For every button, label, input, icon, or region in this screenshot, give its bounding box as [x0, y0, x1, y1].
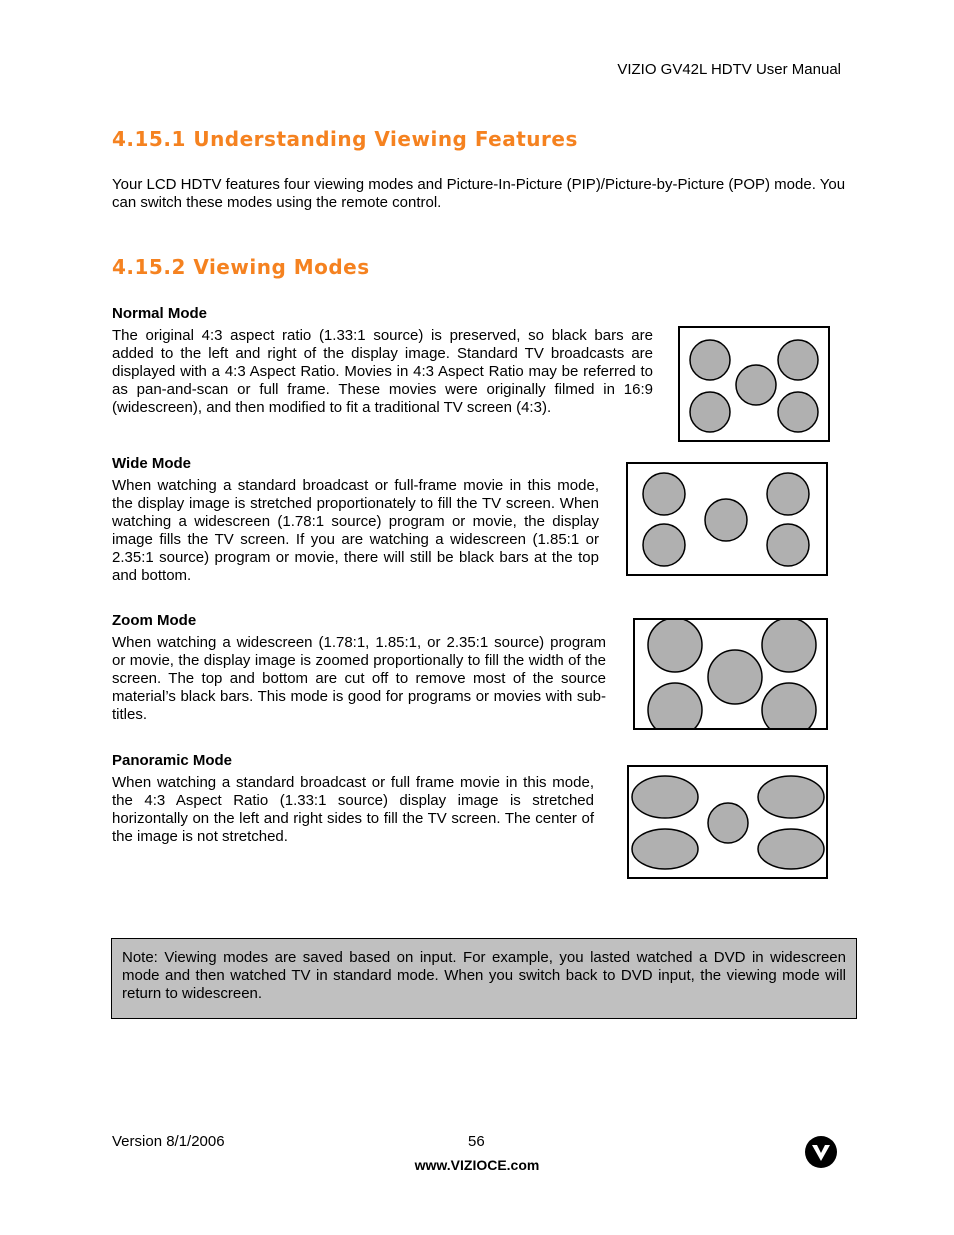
mode-title: Zoom Mode — [112, 612, 197, 629]
page-number: 56 — [468, 1133, 485, 1150]
mode-title: Normal Mode — [112, 305, 208, 322]
mode-normal — [112, 305, 653, 417]
mode-title: Wide Mode — [112, 455, 192, 472]
mode-panoramic — [112, 752, 594, 846]
normal-mode-diagram — [670, 320, 838, 450]
footer-url: www.VIZIOCE.com — [414, 1157, 540, 1173]
section-heading-viewing-modes: 4.15.2 Viewing Modes — [112, 255, 370, 279]
header-title: VIZIO GV42L HDTV User Manual — [617, 61, 841, 78]
footer-version: Version 8/1/2006 — [112, 1133, 225, 1150]
mode-description: The original 4:3 aspect ratio (1.33:1 source) is preserved, so black bars are added to the left and right of the display image. Standard TV broadcasts are displayed with a 4:3 Aspect Ratio. Movies in 4:3 Aspect Ratio may be referred to as pan-and-scan or full frame. These movies were originally filmed in 16:9 (widescreen), and then modified to fit a traditional TV screen (4:3). — [112, 327, 653, 416]
mode-description: When watching a widescreen (1.78:1, 1.85:1, or 2.35:1 source) program or movie, the display image is zoomed proportionally to fill the width of the screen. The top and bottom are cut off to remove most of the source material’s black bars. This mode is good for programs or movies with sub-titles. — [112, 634, 606, 723]
mode-zoom — [112, 612, 606, 724]
intro-paragraph: Your LCD HDTV features four viewing modes and Picture-In-Picture (PIP)/Picture-by-Picture (POP) mode. You can switch these modes using the remote control. — [112, 176, 846, 211]
section-heading-understanding: 4.15.1 Understanding Viewing Features — [112, 127, 578, 151]
wide-mode-diagram — [622, 458, 832, 580]
panoramic-mode-diagram — [622, 760, 834, 884]
mode-description: When watching a standard broadcast or full frame movie in this mode, the 4:3 Aspect Ratio (1.33:1 source) display image is stretched horizontally on the left and right sides to fill the TV screen. The center of the image is not stretched. — [112, 774, 594, 845]
note-box — [111, 938, 857, 1019]
note-text: Note: Viewing modes are saved based on input. For example, you lasted watched a DVD in widescreen mode and then watched TV in standard mode. When you switch back to DVD input, the viewing mode will return to widescreen. — [122, 949, 846, 1002]
mode-description: When watching a standard broadcast or full-frame movie in this mode, the display image is stretched proportionately to fill the TV screen. When watching a widescreen (1.78:1 source) program or movie, the display image fills the TV screen. If you are watching a widescreen (1.85:1 or 2.35:1 source) program or movie, there will still be black bars at the top and bottom. — [112, 477, 599, 584]
vizio-logo-icon — [804, 1135, 838, 1169]
zoom-mode-diagram — [629, 612, 833, 736]
mode-wide — [112, 455, 599, 585]
mode-title: Panoramic Mode — [112, 752, 233, 769]
